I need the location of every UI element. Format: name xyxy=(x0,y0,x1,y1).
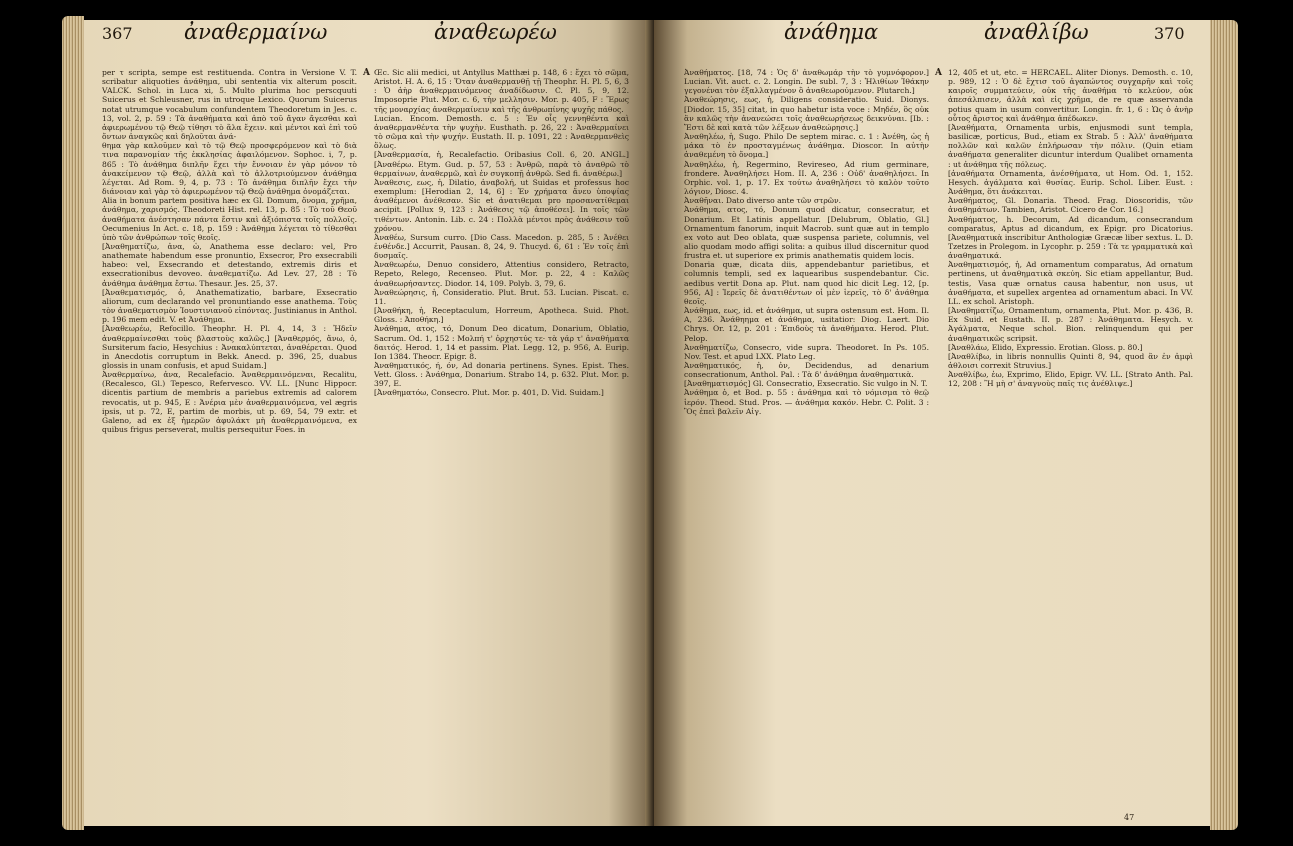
entry-paragraph: [Ἀναθήματα, Ornamenta urbis, enjusmodi sunt templa, basilicæ, porticus, Bud., etiam ex Strab. 5 : Ἀλλ' ἀναθήματα πολλῶν καὶ καλῶν ἐπλήρωσαν τὴν πόλιν. (Quin etiam ἀναθήματα generaliter dicuntur interdum Qualibet ornamenta : ut ἀνάθημα τῆς πόλεως. xyxy=(948,122,1193,169)
left-page-headword-left: ἀναθερμαίνω xyxy=(184,20,328,44)
entry-paragraph: [Ἀναθλάω, Elido, Expressio. Erotian. Gloss. p. 80.] xyxy=(948,342,1143,352)
entry-paragraph: Ἀναθηματισμός, ἡ, Ad ornamentum comparatus, Ad ornatum pertinens, ut ἀναθηματικὰ σκεύη. Sic etiam appellantur, Bud. testis, Vasa quæ ornatus causa habentur, non usus, ut ἀναθήματα, et supellex argentea ad ornamentum abaci. In VV. LL. ex schol. Aristoph. xyxy=(948,260,1193,306)
entry-paragraph: Lucian. Encom. Demosth. c. 5 : Ἐν οἷς γεννηθέντα καὶ ἀναθερμανθέντα τὴν ψυχὴν. Eusthath. p. 26, 22 : Ἀναθερμαίνει τὸ σῶμα καὶ τὴν ψυχήν. Eustath. II. p. 1091, 22 : Ἀναθερμανθεὶς ὅλως. xyxy=(374,113,629,151)
entry-paragraph: Ἀναθηλέω, ἡ, Regermino, Revireseo, Ad rium germinare, frondere. Ἀναθηλήσει Hom. II. A, 236 : Οὐδ' ἀναθηλήσει. In Orphic. vol. 1, p. 17. Ex τούτω ἀναθηλήσει τὸ καλὸν τοῦτο λόγιον, Diosc. 4. xyxy=(684,159,929,197)
entry-paragraph: Ἀνάθημα, ατος, τό, Donum quod dicatur, consecratur, et Donarium. Et Latinis appellatur. [Delubrum, Oblatio, Gl.] Ornamentum fanorum, inquit Macrob. sunt quæ aut in templo ex voto aut Deo oblata, quæ suspensa pariete, columnis, vel alio quodam modo affigi solita: a quibus illud discernitur quod frustra et. ut superiore ex primis anathematis quidem locis. xyxy=(684,205,929,261)
entry-paragraph: Ἀναθέω, Sursum curro. [Dio Cass. Macedon. p. 285, 5 : Ἀνέθει ἐνθένδε.] Accurrit, Pausan. 8, 24, 9. Thucyd. 6, 61 : Ἐν τοῖς ἐπὶ δυσμαῖς. xyxy=(374,232,629,261)
entry-paragraph: Ἀνάθημα ὁ, et Bod. p. 55 : ἀνάθημα καὶ τὸ νόμισμα τὸ θεῷ ἱερόν. Theod. Stud. Pros. — ἀνάθημα κακόν. Hebr. C. Polit. 3 : Ὃς ἐπεὶ βαλεῖν Αἰγ. xyxy=(684,388,929,416)
right-page-column-b xyxy=(948,68,1193,826)
entry-paragraph: Ἀναθεωρέω, Denuo considero, Attentius considero, Retracto, Repeto, Relego, Recenseo. Plut. Mor. p. 22, 4 : Καλῶς ἀναθεωρήσαντες. Diodor. 14, 109. Polyb. 3, 79, 6. xyxy=(374,260,629,288)
right-page xyxy=(654,20,1210,826)
entry-paragraph: Ἀναθεώρησις, εως, ἡ, Diligens consideratio. Suid. Dionys. [Diodor. 15, 35] citat, in quo habetur ista voce : Μηδέν, ὃς οὐκ ἂν καλῶς τὴν ἀνανεώσει τοῖς ἀναθεωρήσεως δεικνύναι. [Ib. : Ἔστι δὲ καὶ κατὰ τῶν λέξεων ἀναθεώρησις.] xyxy=(684,95,929,132)
entry-paragraph: Ἀναθήματος, h. Decorum, Ad dicandum, consecrandum comparatus, Aptus ad dicandum, ex Epigr. pro Dicatorius. [Ἀναθηματικὰ inscribitur Anthologiæ Græcæ liber sextus. L. D. Tzetzes in Prolegom. in Lycophr. p. 259 : Τὰ τε γραμματικὰ καὶ ἀναθηματικά. xyxy=(948,214,1193,261)
column-marker-a: A xyxy=(935,68,942,78)
left-page-number: 367 xyxy=(102,24,133,43)
entry-paragraph: [Ἀναθηματίζω, Ornamentum, ornamenta, Plut. Mor. p. 436, B. Ex Suid. et Eustath. II. p. 287 : Ἀνάθηματα. Hesych. v. Ἀγάλματα, Neque schol. Bion. relinquendum qui per ἀναθηματικῶς scripsit. xyxy=(948,306,1193,343)
entry-paragraph: [Ἀναθήκη, ἡ, Receptaculum, Horreum, Apotheca. Suid. Phot. Gloss. : Ἀποθήκη.] xyxy=(374,306,629,325)
entry-paragraph: Ἀναθερμαίνω, ἀνα, Recalefacio. Ἀναθερμαινόμεναι, Recalitu, (Recalesco, Gl.) Tepesco, Refervesco. VV. LL. [Nunc Hippocr. dicentis partium de membris a pariebus extremis ad calorem revocatis, ut p. 945, E : Ἀνέρια μὲν ἀναθερμαινόμενα, vel ægris ipsis, ut p. 72, E, partim de morbis, ut p. 69, 54, 79 extr. et Galeno, ad ex ἐξ ἡμερῶν ἀφυλάκτ μὴ ἀναθερμαινόμενα, ex quibus frigus perseverat, multis persequitur Foes. in xyxy=(102,370,357,435)
entry-paragraph: Donaria quæ, dicata diis, appendebantur parietibus, et columnis templi, sed ex laquearibus suspendebantur. Cic. aedibus vertit Dona ap. Plut. nam quod hic dicit Leg. 12, [p. 956, A] : Ἱερεῖς δὲ ἀνατιθέντων οἱ μὲν ἱερεῖς, τὸ δ' ἀνάθημα θεοῖς. xyxy=(684,260,929,306)
entry-paragraph: Ἀνάθημα, ατος, τό, Donum Deo dicatum, Donarium, Oblatio, Sacrum. Od. 1, 152 : Μολπή τ' ὀρχηστύς τε· τὰ γάρ τ' ἀναθήματα δαιτός. Herod. 1, 14 et passim. Plat. Legg. 12, p. 956, A. Eurip. Ion 1384. Theocr. Epigr. 8. xyxy=(374,324,629,361)
left-page-edges xyxy=(62,16,84,830)
signature-mark: 47 xyxy=(1124,813,1135,822)
entry-paragraph: [Ἀναθλίβω, in libris nonnullis Quinti 8, 94, quod ἂν ἐν ἀμφὶ ἀθλοισι correxit Struvius.] xyxy=(948,351,1193,370)
right-page-number: 370 xyxy=(1154,24,1185,43)
right-page-headword-left: ἀνάθημα xyxy=(784,20,879,44)
entry-paragraph: Ἀναθήματος. [18, 74 : Ὁς δ' ἀναθωμάρ τὴν τὸ γυμνόφορον.] Lucian. Vit. auct. c. 2. Longin. De subl. 7, 3 : Ἠλιθίων Ἰθάκην γεγονέναι τὸν ἐξαλλαγμένον ὃ ἀναθεωρούμενον. Plutarch.] xyxy=(684,68,929,96)
entry-paragraph: [Ἀναθερμασία, ἡ, Recalefactio. Oribasius Coll. 6, 20. ANGL.] [Ἀναθέρω. Etym. Gud. p. 57, 53 : Ἀνθρῶ, παρὰ τὸ ἀναθρῶ τὸ θερμαίνων, ἀναθερμῶ, καὶ ἐν συγκοπῇ ἀνθρῶ. Sed fi. ἀναθέρω.] xyxy=(374,150,629,178)
entry-paragraph: Ἀναθλίβω, ἐω, Exprimo, Elido, Epigr. VV. LL. [Strato Anth. Pal. 12, 208 : Ἢ μὴ σ' ἀναγνοὺς παῖς τις ἀνέθλιψε.] xyxy=(948,370,1193,389)
entry-paragraph: Ἀναθήματος, Gl. Donaria. Theod. Frag. Dioscoridis, τῶν ἀναθημάτων. Tambien, Aristot. Cicero de Cor. 16.] xyxy=(948,196,1193,215)
entry-paragraph: Ἀναθεσις, εως, ἡ, Dilatio, ἀναβολή, ut Suidas et professus hoc exemplum: [Herodian 2, 14, 6] : Ἐν χρήματα ἄνευ ὑποψίας ἀναθέμενοι ἀνέθεσαν. Sic et ἀνατιθεμαι pro προσανατίθεμαι accipit. [Pollux 9, 123 : Ἀνάθεσις τῷ ἀποθέσει]. In τοῖς τῶν τιθέντων. Antonin. Lib. c. 24 : Πολλὰ μέντοι πρὸς ἀνάθεσιν τοῦ χρόνου. xyxy=(374,177,629,233)
left-page xyxy=(84,20,654,826)
column-marker-a: A xyxy=(363,68,370,78)
entry-paragraph: [Ἀναθεωρέω, Refocillo. Theophr. H. Pl. 4, 14, 3 : Ἠδεῖν ἀναθερμαίνεσθαι τοὺς βλαστοὺς καλῶς.] [Ἀναθερμός, ἄνω, ὁ, Sursiterum facio, Hesychius : Ἀνακαλύπτεται, ἀναθέρεται. Quod in Anecdotis corruptum in Bekk. Anecd. p. 396, 25, duabus glossis in unam confusis, et apud Suidam.] xyxy=(102,324,357,370)
left-page-headword-right: ἀναθεωρέω xyxy=(434,20,557,44)
entry-paragraph: θημα γὰρ καλοῦμεν καὶ τὸ τῷ Θεῷ προσφερόμενον καὶ τὸ διὰ τινα παρανομίαν τῆς ἐκκλησίας ἀφαιλόμενον. Sophoc. i, 7, p. 865 : Τὸ ἀνάθημα διπλῆν ἔχει τὴν ἔννοιαν ἐν γὰρ μόνον τὸ ἀνακείμενον τῷ Θεῷ, ἀλλὰ καὶ τὸ ἀλλοτριούμενον ἀνάθημα λέγεται. Ad Rom. 9, 4, p. 73 : Τὸ ἀνάθημα διπλῆν ἔχει τὴν διάνοιαν καὶ γὰρ τὸ ἀφιερωμένον τῷ Θεῷ ἀνάθημα ὀνομάζεται. xyxy=(102,141,357,197)
left-page-column-b xyxy=(374,68,629,826)
entry-paragraph: Alia in bonum partem positiva hæc ex Gl. Domum, ὄνομα, χρῆμα, ἀνάθημα, χαρισμός. Theodoreti Hist. rel. 13, p. 85 : Τὸ τοῦ Θεοῦ ἀναθήματα ἀνέστησαν πάντα ἔστιν καὶ ἀξιόπιστα τοῖς πολλοῖς. Oecumenius In Act. c. 18, p. 159 : Ἀνάθημα λέγεται τὸ τίθεσθαι ὑπὸ τῶν ἀνθρώπων τοῖς θεοῖς. xyxy=(102,196,357,242)
entry-paragraph: [Ἀναθηματισμός] Gl. Consecratio, Exsecratio. Sic vulgo in N. T. xyxy=(684,379,928,389)
entry-paragraph: Ἀνάθημα, εως, id. et ἀνάθημα, ut supra ostensum est. Hom. Il. A, 236. Ἀνάθηημα et ἀνάθημα, usitatior: Diog. Laert. Dio Chrys. Or. 12, p. 201 : Ἐπιδοὺς τὰ ἀναθήματα. Herod. Plut. Pelop. xyxy=(684,306,929,343)
entry-paragraph: Ἀναθηματίζω, Consecro, vide supra. Theodoret. In Ps. 105. Nov. Test. et apud LXX. Plato Leg. xyxy=(684,342,929,361)
entry-paragraph: [Ἀναθεματισμός, ὁ, Anathematizatio, barbare, Exsecratio aliorum, cum declarando vel pronuntiando esse anathema. Τοὺς τὸν ἀναθεματισμὸν Ἰουστινιανοῦ εἰπόντας. Justinianus in Anthol. p. 196 mem edit. V. et Ἀνάθημα. xyxy=(102,287,357,325)
entry-paragraph: [Ἀναθηματίζω, ἀνα, ὡ, Anathema esse declaro: vel, Pro anathemate habendum esse pronuntio, Exsecror, Pro exsecrabili habeo: vel, Exsecrando et detestando, extremis diris et exsecrationibus devoveo. ἀναθεματίζω. Ad Lev. 27, 28 : Τὸ ἀνάθημα ἀνάθημα ἔστω. Thesaur. Jes. 25, 37. xyxy=(102,241,357,288)
entry-paragraph: Ἀναθεώρησις, ἡ, Consideratio. Plut. Brut. 53. Lucian. Piscat. c. 11. xyxy=(374,287,629,306)
entry-paragraph: Ἀναθῆναι. Dato diverso ante τῶν στρῶν. xyxy=(684,196,842,206)
entry-paragraph: Ἀναθηματικός, ἡ, ὀν, Decidendus, ad denarium consecrationum, Anthol. Pal. : Τὰ δ' ἀνάθημα ἀναθηματικὰ. xyxy=(684,361,929,380)
right-page-headword-right: ἀναθλίβω xyxy=(984,20,1089,44)
entry-paragraph: [ἀναθήματα Ornamenta, ἀνέσθήματα, ut Hom. Od. 1, 152. Hesych. ἀγάλματα καὶ θυσίας. Eurip. Schol. Liber. Eust. : Ἀνάθημα, ὅτι ἀνάκειται. xyxy=(948,168,1193,197)
entry-paragraph: per τ scripta, sempe est restituenda. Contra in Versione V. T. scribatur aliquoties ἀνάθημα, ubi sententia vix alterum poscit. VALCK. Schol. in Luca xi, 5. Multo plurima hoc perscquuti Suicerus et Schleusner, rus in utroque Lexico. Quorum Suicerus notat utrumque vocabulum confundentem Theodoretum in Jes. c. 13, vol. 2, p. 59 : Τὰ ἀναθήματα καὶ ἀπὸ τοῦ ἄγαν ἄγεσθαι καὶ ἀφιερωμένου τῷ Θεῷ τίθησι τὸ ἅλα ἔχειν. καὶ μέντοι καὶ ἐπὶ τοῦ ὄντων ἀναγκῶς καὶ δηλοῦται ἀνά- xyxy=(102,68,357,142)
entry-paragraph: Ἀναθηλέω, ἡ, Sugo. Philo De septem mirac. c. 1 : Ἀνέθη, ὡς ἡ μάκα τὸ ἐν προσταγμένως ἀνάθημα. Dioscor. In αὐτὴν ἀναθεμένη τὸ ὄνομα.] xyxy=(684,132,929,160)
entry-paragraph: Ἀναθηματικός, ή, όν, Ad donaria pertinens. Synes. Epist. Thes. Vett. Gloss. : Ἀνάθημα, Donarium. Strabo 14, p. 632. Plut. Mor. p. 397, E. xyxy=(374,361,629,389)
entry-paragraph: 12, 405 et ut, etc. = HERCAEL. Aliter Dionys. Demosth. c. 10, p. 989, 12 : Ὁ δὲ ἔχτισ τοῦ ἀγαπώντος συγχαρῆν καὶ τοῖς καιροῖς συμματεύειν, οὐκ τῆς ἀναθήμα τὸ κελεύον, οὐκ ἀπεσάλπισεν, ἀλλὰ καὶ εἰς χρῆμα, de re quæ asservanda potius quam in usum convertitur. Longin. fr. 1, 6 : Ὡς ὁ ἀνὴρ οὗτος ἄριστος καὶ ἀνάθημα ἀπέδωκεν. xyxy=(948,68,1193,123)
right-page-edges xyxy=(1210,20,1238,830)
entry-paragraph: Œc. Sic alii medici, ut Antyllus Matthæi p. 148, 6 : ἔχει τὸ σῶμα, Aristot. H. A. 6, 15 : Ὅταν ἀναθερμανθῇ τῇ Theophr. H. Pl. 5, 6, 3 : Ὁ ἀὴρ ἀναθερμαινόμενος ἀναδίδωσιν. C. Pl. 5, 9, 12. Imposoprie Plut. Mor. c. 6, τὴν μελλησιν. Mor. p. 405, F : Ἔρως τῆς μοναρχίας ἀναθερμαίνειν καὶ τῆς ἀνθρωπίνης ψυχῆς πάθος. xyxy=(374,68,629,114)
entry-paragraph: [Ἀναθηματόω, Consecro. Plut. Mor. p. 401, D. Vid. Suidam.] xyxy=(374,388,604,398)
open-book xyxy=(62,6,1238,840)
left-page-column-a xyxy=(102,68,357,826)
right-page-column-a xyxy=(684,68,929,826)
